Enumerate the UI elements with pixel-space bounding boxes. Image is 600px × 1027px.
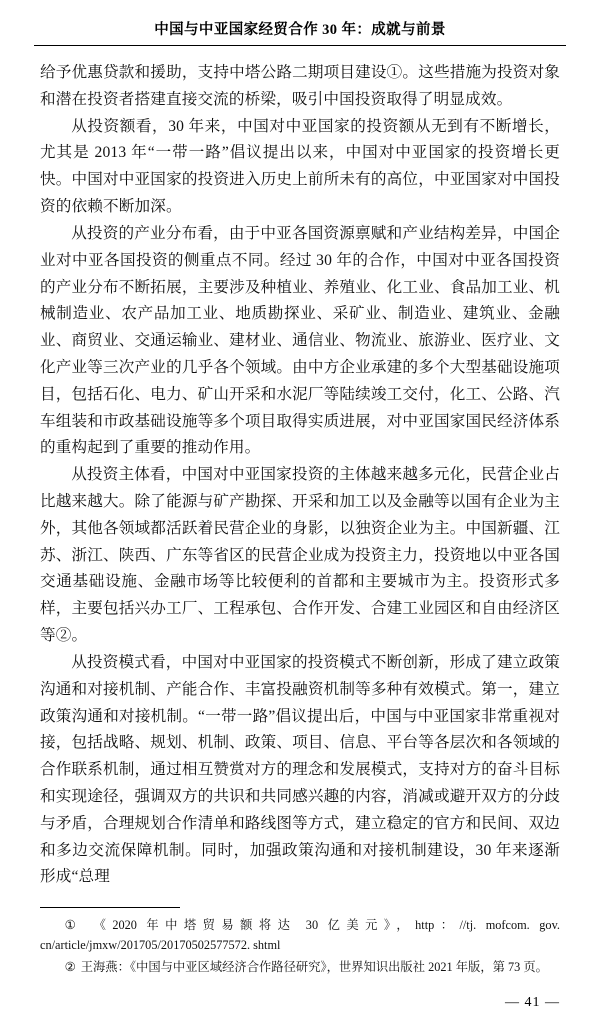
running-header: 中国与中亚国家经贸合作 30 年：成就与前景 [154, 22, 446, 38]
footnote-2 [40, 958, 560, 978]
footnote-area [40, 916, 560, 978]
footnote-1 [40, 916, 560, 956]
page-number: — 41 — [505, 995, 560, 1010]
footnote-2-text: 王海燕：《中国与中亚区域经济合作路径研究》，世界知识出版社 2021 年版，第 73 页。 [80, 960, 548, 974]
footnote-2-marker: ② [64, 960, 76, 974]
footnote-1-marker: ① [64, 918, 83, 933]
header-divider [34, 45, 566, 46]
page-body [40, 60, 560, 891]
paragraph-5: 从投资模式看，中国对中亚国家的投资模式不断创新，形成了建立政策沟通和对接机制、产能合作、丰富投融资机制等多种有效模式。第一，建立政策沟通和对接机制。“一带一路”倡议提出后，中国与中亚国家非常重视对接，包括战略、规划、机制、政策、项目、信息、平台等各层次和各领域的合作联系机制，通过相互赞赏对方的理念和发展模式，支持对方的奋斗目标和实现途径，强调双方的共识和共同感兴趣的内容，消减或避开双方的分歧与矛盾，合理规划合作清单和路线图等方式，建立稳定的官方和民间、双边和多边交流保障机制。同时，加强政策沟通和对接机制建设，30 年来逐渐形成“总理 [40, 653, 560, 886]
paragraph-4: 从投资主体看，中国对中亚国家投资的主体越来越多元化，民营企业占比越来越大。除了能源与矿产勘探、开采和加工以及金融等以国有企业为主外，其他各领域都活跃着民营企业的身影，以独资企业为主。中国新疆、江苏、浙江、陕西、广东等省区的民营企业成为投资主力，投资地以中亚各国交通基础设施、金融市场等比较便利的首都和主要城市为主。投资形式多样，主要包括兴办工厂、工程承包、合作开发、合建工业园区和自由经济区等②。 [40, 466, 560, 645]
footnote-divider [40, 907, 180, 908]
footnote-1-text: 《2020 年中塔贸易额将达 30 亿美元》，http：//tj. mofcom. gov. cn/article/jmxw/201705/20170502577572. shtml [40, 918, 560, 953]
paragraph-2: 从投资额看，30 年来，中国对中亚国家的投资额从无到有不断增长，尤其是 2013 年“一带一路”倡议提出以来，中国对中亚国家的投资增长更快。中国对中亚国家的投资进入历史上前所未有的高位，中亚国家对中国投资的依赖不断加深。 [40, 117, 560, 216]
paragraph-1: 给予优惠贷款和援助，支持中塔公路二期项目建设①。这些措施为投资对象和潜在投资者搭建直接交流的桥梁，吸引中国投资取得了明显成效。 [40, 64, 560, 108]
paragraph-3: 从投资的产业分布看，由于中亚各国资源禀赋和产业结构差异，中国企业对中亚各国投资的侧重点不同。经过 30 年的合作，中国对中亚各国投资的产业分布不断拓展，主要涉及种植业、养殖业、化工业、食品加工业、机械制造业、农产品加工业、地质勘探业、采矿业、制造业、建筑业、金融业、商贸业、交通运输业、建材业、通信业、物流业、旅游业、医疗业、文化产业等三次产业的几乎各个领域。由中方企业承建的多个大型基础设施项目，包括石化、电力、矿山开采和水泥厂等陆续竣工交付，化工、公路、汽车组装和市政基础设施等多个项目取得实质进展，对中亚国家国民经济体系的重构起到了重要的推动作用。 [40, 224, 560, 457]
